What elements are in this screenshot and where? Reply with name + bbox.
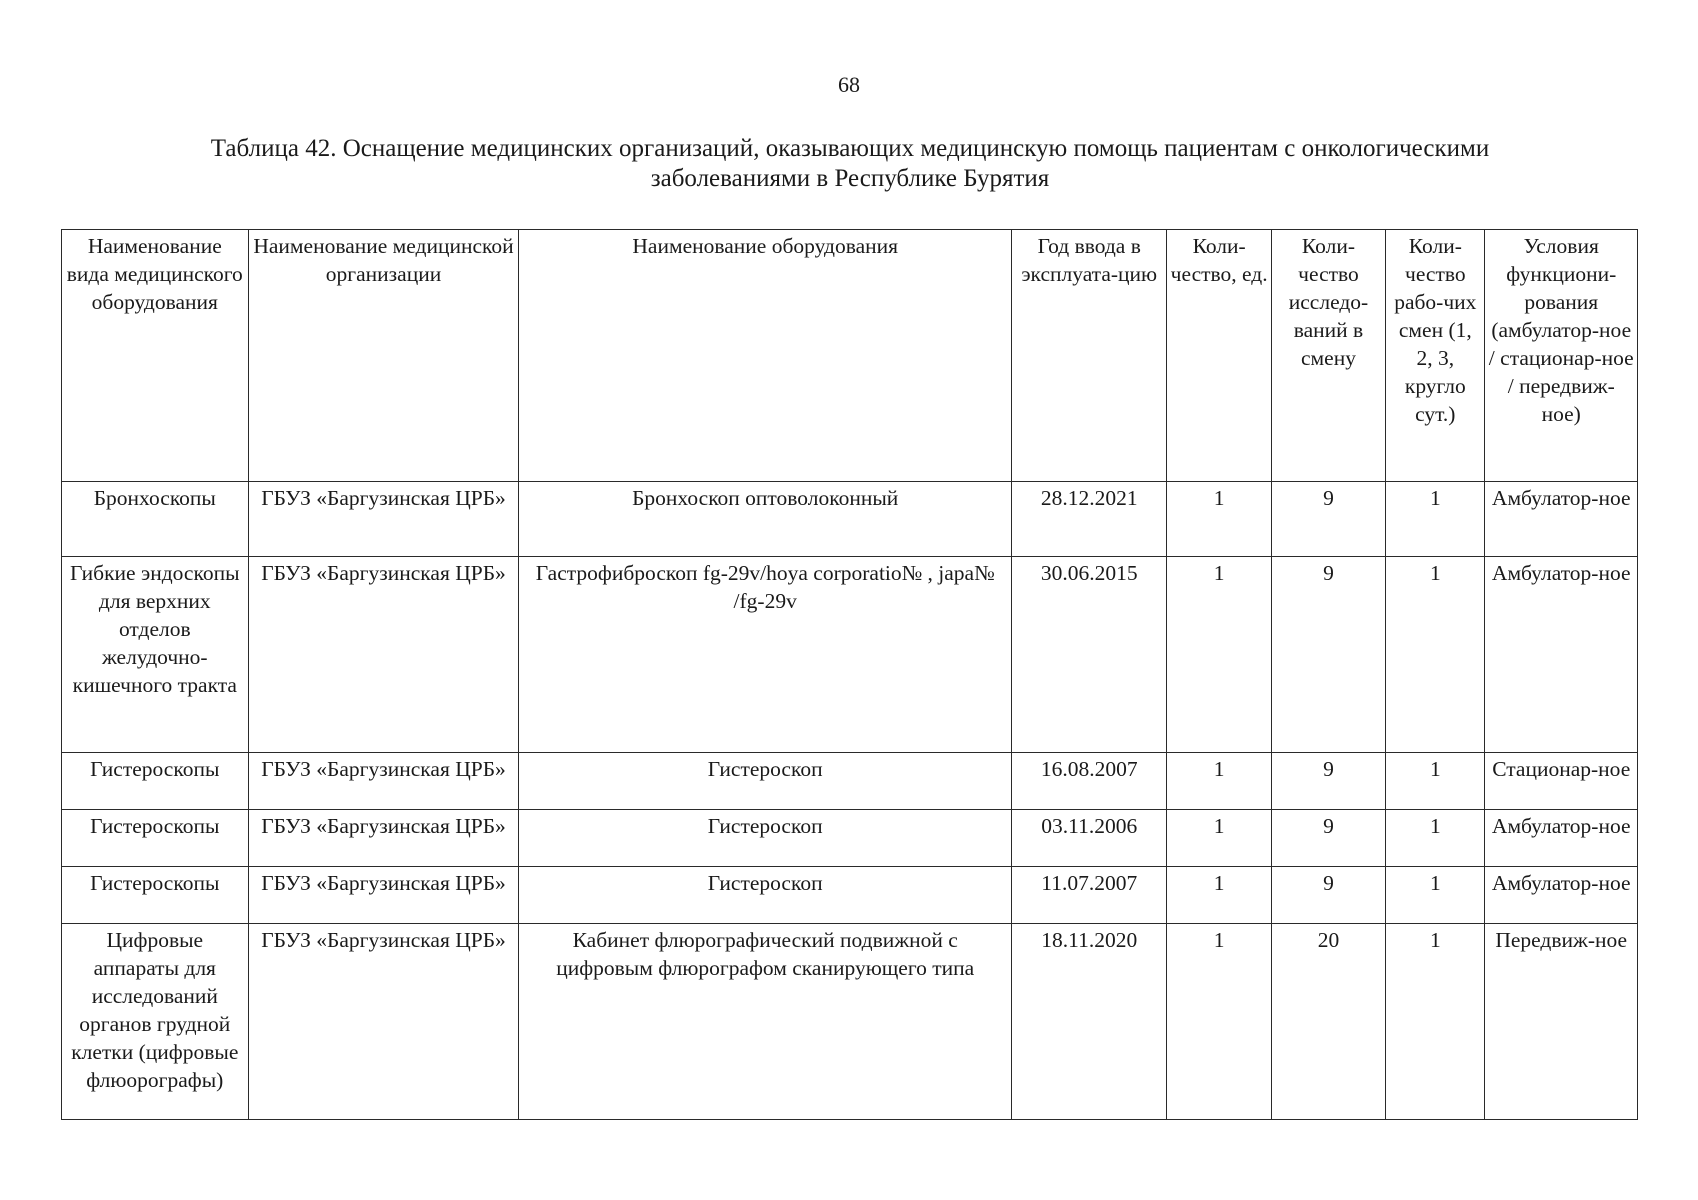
cell-commission-date: 28.12.2021 <box>1011 482 1166 557</box>
cell-operating-conditions: Стационар-ное <box>1485 753 1638 810</box>
cell-studies-per-shift: 9 <box>1271 482 1385 557</box>
cell-organization: ГБУЗ «Баргузинская ЦРБ» <box>248 557 519 753</box>
cell-operating-conditions: Амбулатор-ное <box>1485 867 1638 924</box>
table-row <box>62 924 1638 1120</box>
cell-equipment-type: Гибкие эндоскопы для верхних отделов желудочно-кишечного тракта <box>62 557 249 753</box>
cell-shifts: 1 <box>1386 810 1485 867</box>
cell-equipment-type: Гистероскопы <box>62 867 249 924</box>
cell-shifts: 1 <box>1386 753 1485 810</box>
cell-operating-conditions: Амбулатор-ное <box>1485 557 1638 753</box>
header-equipment-type: Наименование вида медицинского оборудования <box>62 230 249 482</box>
cell-organization: ГБУЗ «Баргузинская ЦРБ» <box>248 924 519 1120</box>
table-row <box>62 482 1638 557</box>
cell-equipment-type: Гистероскопы <box>62 753 249 810</box>
cell-shifts: 1 <box>1386 557 1485 753</box>
cell-commission-date: 30.06.2015 <box>1011 557 1166 753</box>
cell-studies-per-shift: 9 <box>1271 810 1385 867</box>
header-organization: Наименование медицинской организации <box>248 230 519 482</box>
cell-quantity: 1 <box>1167 482 1271 557</box>
cell-shifts: 1 <box>1386 924 1485 1120</box>
cell-studies-per-shift: 9 <box>1271 557 1385 753</box>
table-row <box>62 810 1638 867</box>
cell-organization: ГБУЗ «Баргузинская ЦРБ» <box>248 482 519 557</box>
cell-equipment-type: Цифровые аппараты для исследований органов грудной клетки (цифровые флюорографы) <box>62 924 249 1120</box>
cell-equipment-name: Гистероскоп <box>519 753 1012 810</box>
cell-commission-date: 11.07.2007 <box>1011 867 1166 924</box>
header-studies-per-shift: Коли-чество исследо-ваний в смену <box>1271 230 1385 482</box>
page-number: 68 <box>838 72 860 97</box>
cell-studies-per-shift: 9 <box>1271 867 1385 924</box>
cell-operating-conditions: Амбулатор-ное <box>1485 810 1638 867</box>
equipment-table <box>61 229 1638 1120</box>
table-header-row <box>62 230 1638 482</box>
cell-quantity: 1 <box>1167 867 1271 924</box>
cell-quantity: 1 <box>1167 924 1271 1120</box>
cell-equipment-type: Гистероскопы <box>62 810 249 867</box>
cell-operating-conditions: Амбулатор-ное <box>1485 482 1638 557</box>
table-row <box>62 867 1638 924</box>
cell-equipment-type: Бронхоскопы <box>62 482 249 557</box>
table-row <box>62 753 1638 810</box>
cell-quantity: 1 <box>1167 753 1271 810</box>
cell-studies-per-shift: 9 <box>1271 753 1385 810</box>
header-quantity: Коли-чество, ед. <box>1167 230 1271 482</box>
cell-organization: ГБУЗ «Баргузинская ЦРБ» <box>248 867 519 924</box>
cell-equipment-name: Гистероскоп <box>519 810 1012 867</box>
cell-quantity: 1 <box>1167 810 1271 867</box>
cell-equipment-name: Гистероскоп <box>519 867 1012 924</box>
header-commission-year: Год ввода в эксплуата-цию <box>1011 230 1166 482</box>
cell-organization: ГБУЗ «Баргузинская ЦРБ» <box>248 753 519 810</box>
cell-equipment-name: Кабинет флюрографический подвижной с цифровым флюрографом сканирующего типа <box>519 924 1012 1120</box>
header-equipment-name: Наименование оборудования <box>519 230 1012 482</box>
cell-commission-date: 16.08.2007 <box>1011 753 1166 810</box>
cell-operating-conditions: Передвиж-ное <box>1485 924 1638 1120</box>
cell-organization: ГБУЗ «Баргузинская ЦРБ» <box>248 810 519 867</box>
table-caption-line-1: Таблица 42. Оснащение медицинских организаций, оказывающих медицинскую помощь пациентам с онкологическими <box>210 135 1490 162</box>
cell-shifts: 1 <box>1386 482 1485 557</box>
header-shifts: Коли-чество рабо-чих смен (1, 2, 3, кругло сут.) <box>1386 230 1485 482</box>
header-operating-conditions: Условия функциони-рования (амбулатор-ное / стационар-ное / передвиж-ное) <box>1485 230 1638 482</box>
cell-equipment-name: Гастрофиброскоп fg-29v/hoya corporatio№ , japa№ /fg-29v <box>519 557 1012 753</box>
cell-shifts: 1 <box>1386 867 1485 924</box>
cell-studies-per-shift: 20 <box>1271 924 1385 1120</box>
cell-commission-date: 18.11.2020 <box>1011 924 1166 1120</box>
cell-equipment-name: Бронхоскоп оптоволоконный <box>519 482 1012 557</box>
table-caption-line-2: заболеваниями в Республике Бурятия <box>650 165 1050 192</box>
cell-quantity: 1 <box>1167 557 1271 753</box>
table-caption <box>140 134 1560 194</box>
cell-commission-date: 03.11.2006 <box>1011 810 1166 867</box>
table-row <box>62 557 1638 753</box>
